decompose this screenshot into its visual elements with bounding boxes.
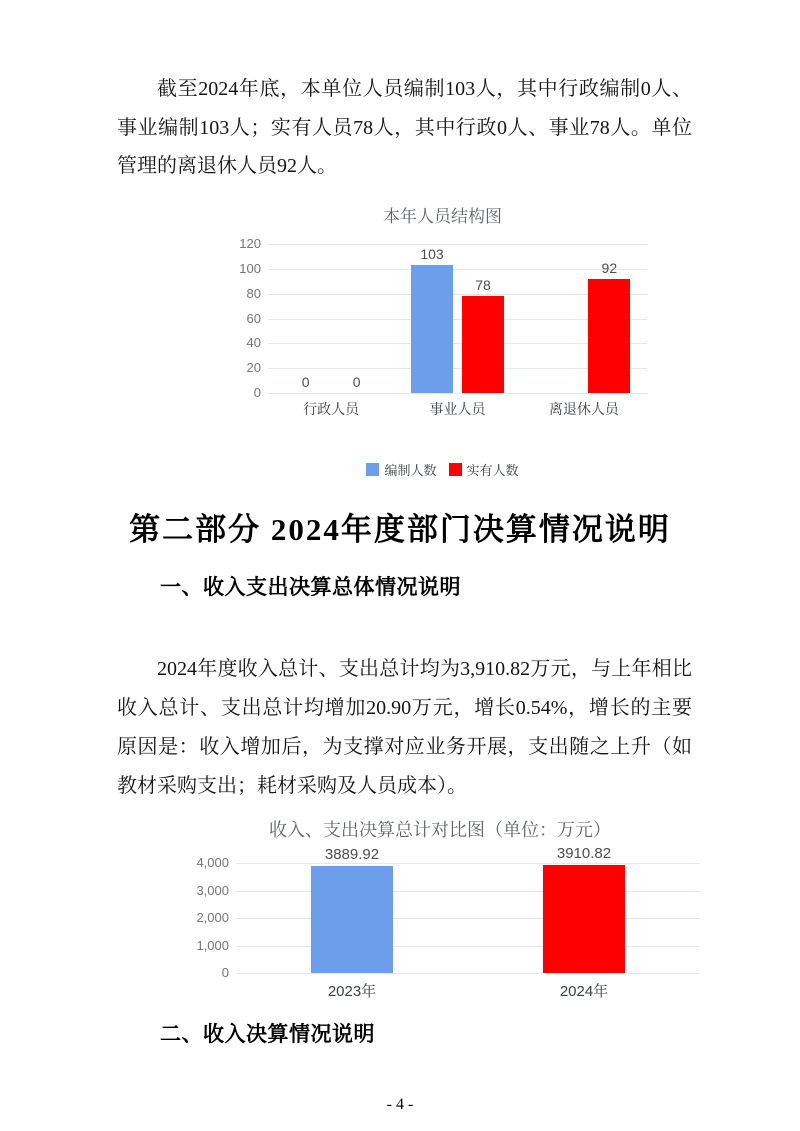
gridline xyxy=(268,393,647,394)
bar-实有人数 xyxy=(588,279,630,393)
legend-item xyxy=(449,460,519,479)
y-axis-tick-label: 4,000 xyxy=(196,855,229,870)
legend-label: 实有人数 xyxy=(466,463,519,478)
y-axis-tick-label: 0 xyxy=(221,965,229,980)
y-axis-tick-label: 1,000 xyxy=(196,937,229,953)
y-axis-tick-label: 60 xyxy=(246,310,261,326)
chart-title: 收入、支出决算总计对比图（单位：万元） xyxy=(269,820,611,840)
category-label: 离退休人员 xyxy=(548,401,619,417)
income-expense-comparison-chart xyxy=(180,816,700,1008)
category-label: 2024年 xyxy=(559,983,609,1000)
category-label: 事业人员 xyxy=(429,401,486,417)
bar-value-label: 78 xyxy=(475,277,491,294)
bar-2023年 xyxy=(311,866,393,973)
gridline xyxy=(236,946,700,947)
bar-value-label: 3889.92 xyxy=(324,846,380,864)
category-label: 2023年 xyxy=(327,983,377,1000)
section-heading: 第二部分 2024年度部门决算情况说明 xyxy=(129,512,671,547)
category-label: 行政人员 xyxy=(303,401,360,417)
gridline xyxy=(236,863,700,864)
gridline xyxy=(236,973,700,974)
y-axis-tick-label: 40 xyxy=(246,335,261,351)
legend-swatch xyxy=(449,463,462,476)
chart-legend xyxy=(190,460,695,479)
paragraph-budget-summary: 2024年度收入总计、支出总计均为3,910.82万元，与上年相比收入总计、支出总计均增加20.90万元，增长0.54%，增长的主要原因是：收入增加后，为支撑对应业务开展，支出随之上升（如教材采购支出；耗材采购及人员成本）。 xyxy=(117,658,692,797)
chart-plot-area xyxy=(190,236,647,425)
paragraph-staffing: 截至2024年底，本单位人员编制103人，其中行政编制0人、事业编制103人；实有人员78人，其中行政0人、事业78人。单位管理的离退休人员92人。 xyxy=(117,78,692,177)
gridline xyxy=(236,891,700,892)
y-axis-tick-label: 2,000 xyxy=(196,910,229,925)
personnel-structure-chart xyxy=(190,202,695,484)
bar-value-label: 103 xyxy=(420,246,444,263)
y-axis-tick-label: 3,000 xyxy=(196,882,229,898)
y-axis-tick-label: 120 xyxy=(239,236,261,251)
bar-value-label: 3910.82 xyxy=(556,845,612,863)
bar-实有人数 xyxy=(462,296,504,393)
bar-value-label: 0 xyxy=(352,374,361,390)
chart-title: 本年人员结构图 xyxy=(383,207,502,226)
bar-2024年 xyxy=(543,865,625,973)
y-axis-tick-label: 0 xyxy=(253,385,261,400)
legend-swatch xyxy=(366,463,379,476)
subheading-income-expense-overview: 一、收入支出决算总体情况说明 xyxy=(160,576,461,599)
subheading-income-statement: 二、收入决算情况说明 xyxy=(160,1023,375,1046)
gridline xyxy=(236,918,700,919)
bar-value-label: 0 xyxy=(301,374,310,390)
bar-value-label: 92 xyxy=(601,259,618,276)
legend-item xyxy=(366,460,436,479)
legend-label: 编制人数 xyxy=(384,463,437,478)
y-axis-tick-label: 20 xyxy=(246,360,261,376)
chart-plot-area xyxy=(180,845,700,1007)
y-axis-tick-label: 80 xyxy=(246,285,261,301)
y-axis-tick-label: 100 xyxy=(239,260,261,276)
page-number: - 4 - xyxy=(386,1096,414,1113)
bar-编制人数 xyxy=(411,265,453,393)
